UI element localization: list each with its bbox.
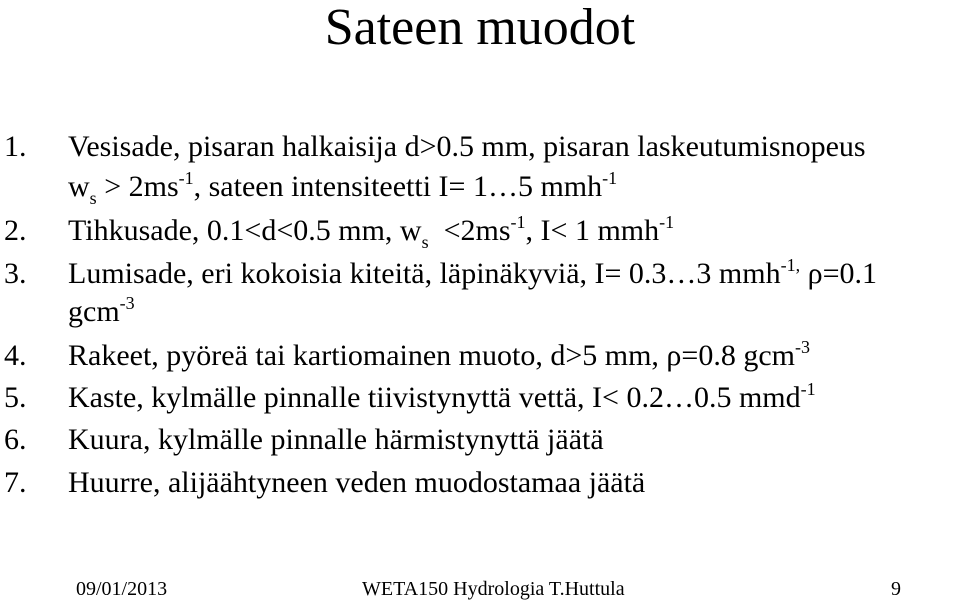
list-item-7-number: 7. — [4, 466, 27, 499]
list-item-2-line — [68, 212, 675, 252]
list-item-6-number: 6. — [4, 423, 27, 456]
list-item-4-superscript: -3 — [794, 337, 810, 357]
list-item-3-superscript-2: -3 — [119, 293, 135, 313]
list-item-1-subscript-s: s — [89, 188, 97, 208]
list-item-4-text: Rakeet, pyöreä tai kartiomainen muoto, d>5 mm, ρ=0.8 gcm — [68, 339, 795, 372]
list-item-2-text-c: , I< 1 mmh — [525, 214, 660, 247]
list-item-1-superscript-1: -1 — [178, 168, 194, 188]
footer-date: 09/01/2013 — [76, 578, 168, 600]
list-item-3-text-a: Lumisade, eri kokoisia kiteitä, läpinäkyviä, I= 0.3…3 mmh — [68, 257, 781, 290]
list-item-2-text-a: Tihkusade, 0.1<d<0.5 mm, w — [68, 214, 422, 247]
list-item-3-number: 3. — [4, 257, 27, 290]
footer-page-number: 9 — [891, 578, 901, 600]
list-item-2-subscript-s: s — [421, 232, 429, 252]
list-item-1-superscript-2: -1 — [602, 168, 618, 188]
footer-course: WETA150 Hydrologia T.Huttula — [362, 578, 625, 600]
list-item-2-superscript-2: -1 — [659, 212, 675, 232]
list-item-6-line: Kuura, kylmälle pinnalle härmistynyttä jäätä — [68, 423, 604, 456]
list-item-3-superscript-1: -1, — [780, 255, 801, 275]
list-item-2-number: 2. — [4, 214, 27, 247]
list-item-1-line-1: Vesisade, pisaran halkaisija d>0.5 mm, pisaran laskeutumisnopeus — [68, 130, 866, 163]
list-item-1-number: 1. — [4, 130, 27, 163]
list-item-3-line-1 — [68, 257, 877, 291]
list-item-1-text-b: , sateen intensiteetti I= 1…5 mmh — [193, 170, 603, 203]
list-item-1-line-2 — [68, 168, 618, 208]
list-item-1-text-a: > 2ms — [96, 170, 179, 203]
list-item-3-text-b: ρ=0.1 — [800, 257, 877, 290]
list-item-1-w: w — [68, 170, 90, 203]
slide-title: Sateen muodot — [324, 0, 636, 56]
list-item-2-text-b: <2ms — [428, 214, 511, 247]
list-item-4-number: 4. — [4, 339, 27, 372]
list-item-3-unit: gcm — [68, 295, 120, 328]
list-item-4-line — [68, 339, 810, 373]
list-item-2-superscript-1: -1 — [510, 212, 526, 232]
list-item-7-line: Huurre, alijäähtyneen veden muodostamaa jäätä — [68, 466, 646, 499]
list-item-5-superscript: -1 — [800, 379, 816, 399]
list-item-5-number: 5. — [4, 381, 27, 414]
list-item-5-text: Kaste, kylmälle pinnalle tiivistynyttä vettä, I< 0.2…0.5 mmd — [68, 381, 801, 414]
list-item-5-line — [68, 381, 816, 415]
list-item-3-line-2 — [68, 295, 135, 329]
